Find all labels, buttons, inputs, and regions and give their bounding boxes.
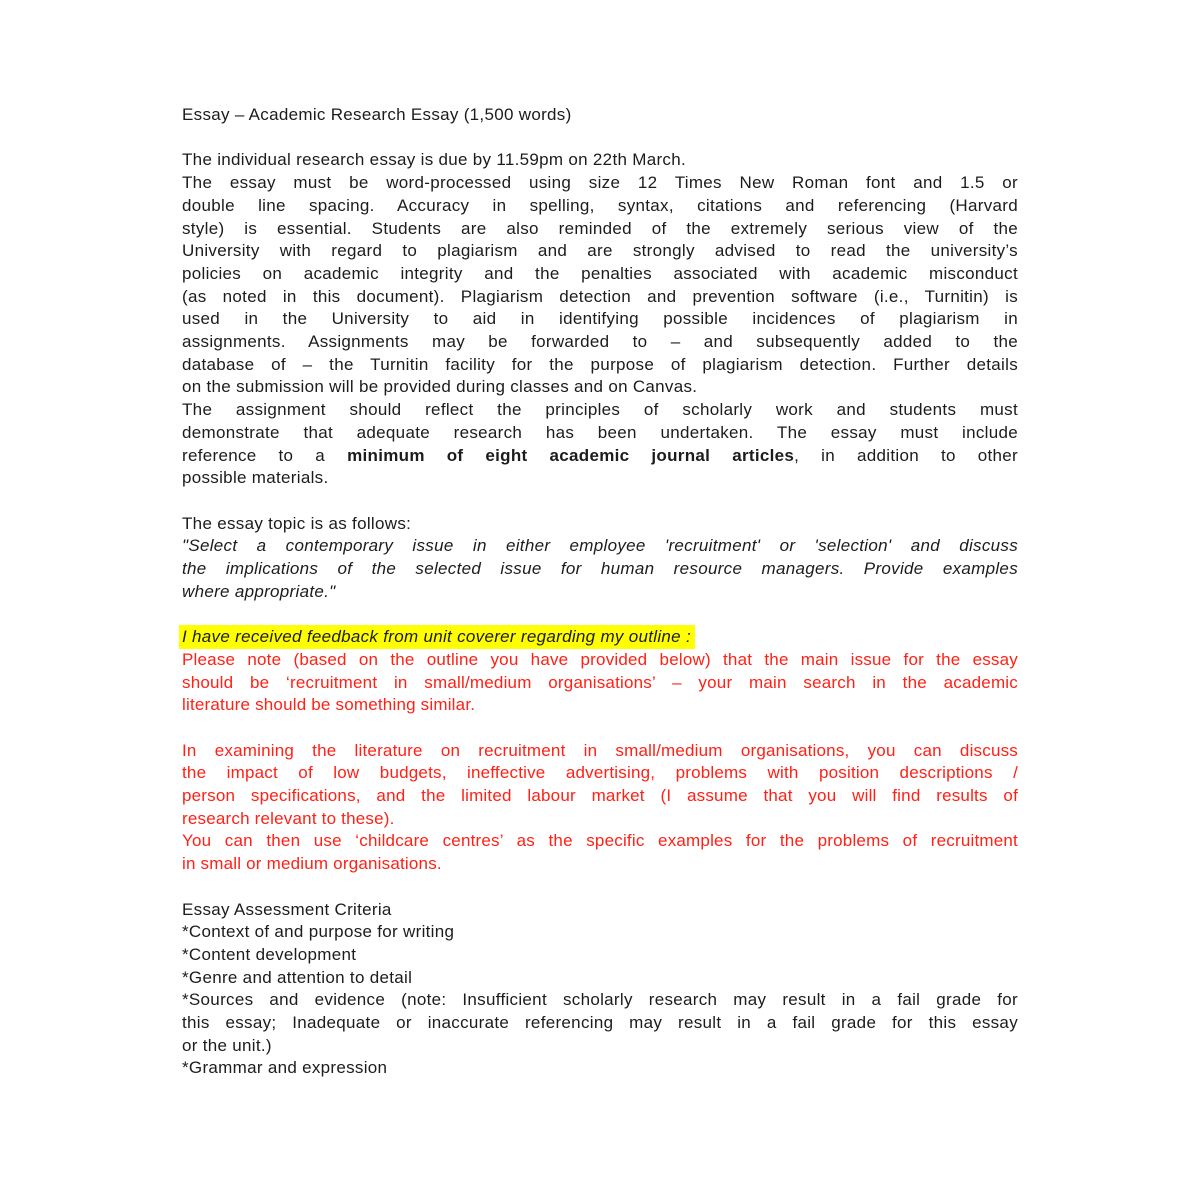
scholarly-work-paragraph (182, 399, 1018, 490)
bold-journal-articles-requirement: minimum of eight academic journal articles (347, 445, 795, 465)
topic-intro-line: The essay topic is as follows: (182, 513, 412, 533)
feedback-heading-highlight: I have received feedback from unit coverer regarding my outline : (179, 625, 695, 649)
criteria-item-sources-evidence: *Sources and evidence (note: Insufficient scholarly research may result in a fail grade for this essay; Inadequate or inaccurate referencing may result in a fail grade for this essay or the unit.) (182, 990, 1018, 1055)
scholarly-line-1: The assignment should reflect the principles of scholarly work and students must (182, 400, 1018, 420)
scholarly-line-3-after: , in addition to other (794, 445, 1018, 465)
assessment-criteria-section (182, 899, 1018, 1081)
feedback-note-3: You can then use ‘childcare centres’ as the specific examples for the problems of recruitment in small or medium organisations. (182, 831, 1018, 874)
criteria-item-content-development: *Content development (182, 944, 357, 964)
criteria-item-genre: *Genre and attention to detail (182, 967, 413, 987)
scholarly-line-2: demonstrate that adequate research has been undertaken. The essay must include (182, 422, 1018, 442)
feedback-heading-line (182, 626, 1018, 649)
scholarly-line-4: possible materials. (182, 468, 329, 488)
document-title: Essay – Academic Research Essay (1,500 words) (182, 105, 572, 124)
scholarly-line-3 (182, 445, 1018, 468)
feedback-note-2: In examining the literature on recruitment in small/medium organisations, you can discuss the impact of low budgets, ineffective advertising, problems with position descriptions / person specifications, and the limited labour market (I assume that you will find results of research relevant to these). (182, 740, 1018, 828)
requirements-paragraph: The essay must be word-processed using size 12 Times New Roman font and 1.5 or double line spacing. Accuracy in spelling, syntax, citations and referencing (Harvard style) is essential. Students are also reminded of the extremely serious view of the University with regard to plagiarism and are strongly advised to read the university’s policies on academic integrity and the penalties associated with academic misconduct (as noted in this document). Plagiarism detection and prevention software (i.e., Turnitin) is used in the University to aid in identifying possible incidences of plagiarism in assignments. Assignments may be forwarded to – and subsequently added to the database of – the Turnitin facility for the purpose of plagiarism detection. Further details on the submission will be provided during classes and on Canvas. (182, 173, 1018, 397)
criteria-item-context: *Context of and purpose for writing (182, 922, 455, 942)
document-page (182, 104, 1018, 1080)
assessment-criteria-title: Essay Assessment Criteria (182, 899, 392, 919)
feedback-note-1: Please note (based on the outline you have provided below) that the main issue for the essay should be ‘recruitment in small/medium organisations’ – your main search in the academic literature should be something similar. (182, 649, 1018, 715)
scholarly-line-3-before: reference to a (182, 445, 348, 465)
due-date-line: The individual research essay is due by 11.59pm on 22th March. (182, 150, 686, 170)
essay-topic-quote: "Select a contemporary issue in either employee 'recruitment' or 'selection' and discuss the implications of the selected issue for human resource managers. Provide examples where appropriate." (182, 536, 1018, 601)
criteria-item-grammar: *Grammar and expression (182, 1058, 388, 1078)
